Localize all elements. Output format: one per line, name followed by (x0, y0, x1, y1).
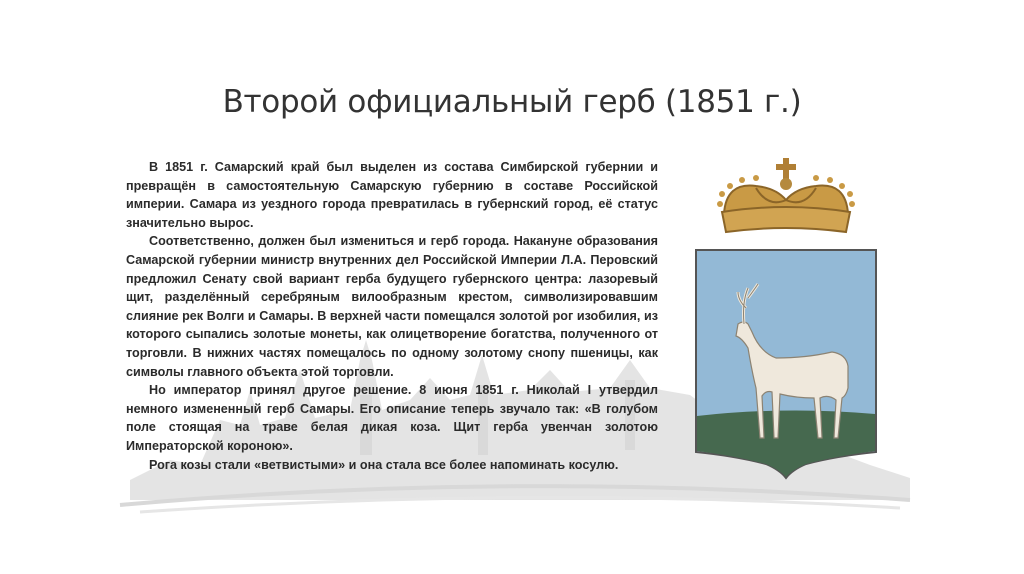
paragraph-1: В 1851 г. Самарский край был выделен из состава Симбирской губернии и превращён в самостоятельную Самарскую губернию в составе Российской империи. Самара из уездного города превратилась в губернский город, её статус значительно вырос. (126, 160, 658, 230)
body-text (126, 158, 658, 474)
paragraph-3: Но император принял другое решение. 8 июня 1851 г. Николай I утвердил немного измененный герб Самары. Его описание теперь звучало так: «В голубом поле стоящая на траве белая дикая коза. Щит герба увенчан золотою Императорской короною». (126, 383, 658, 453)
paragraph-2: Соответственно, должен был измениться и герб города. Накануне образования Самарской губернии министр внутренних дел Российской Империи Л.А. Перовский предложил Сенату свой вариант герба будущего губернского центра: лазоревый щит, разделённый серебряным вилообразным крестом, символизировавшим слияние рек Волги и Самары. В верхней части помещался золотой рог изобилия, из которого сыпались золотые монеты, как олицетворение богатства, полученного от торговли. В нижних частях помещалось по одному золотому снопу пшеницы, как символы главного объекта этой торговли. (126, 234, 658, 379)
samara-coat-of-arms-image (686, 152, 886, 482)
paragraph-4: Рога козы стали «ветвистыми» и она стала все более напоминать косулю. (149, 457, 619, 472)
imperial-crown-icon (717, 158, 855, 232)
slide-title: Второй официальный герб (1851 г.) (222, 84, 802, 120)
grass-icon (697, 410, 875, 477)
